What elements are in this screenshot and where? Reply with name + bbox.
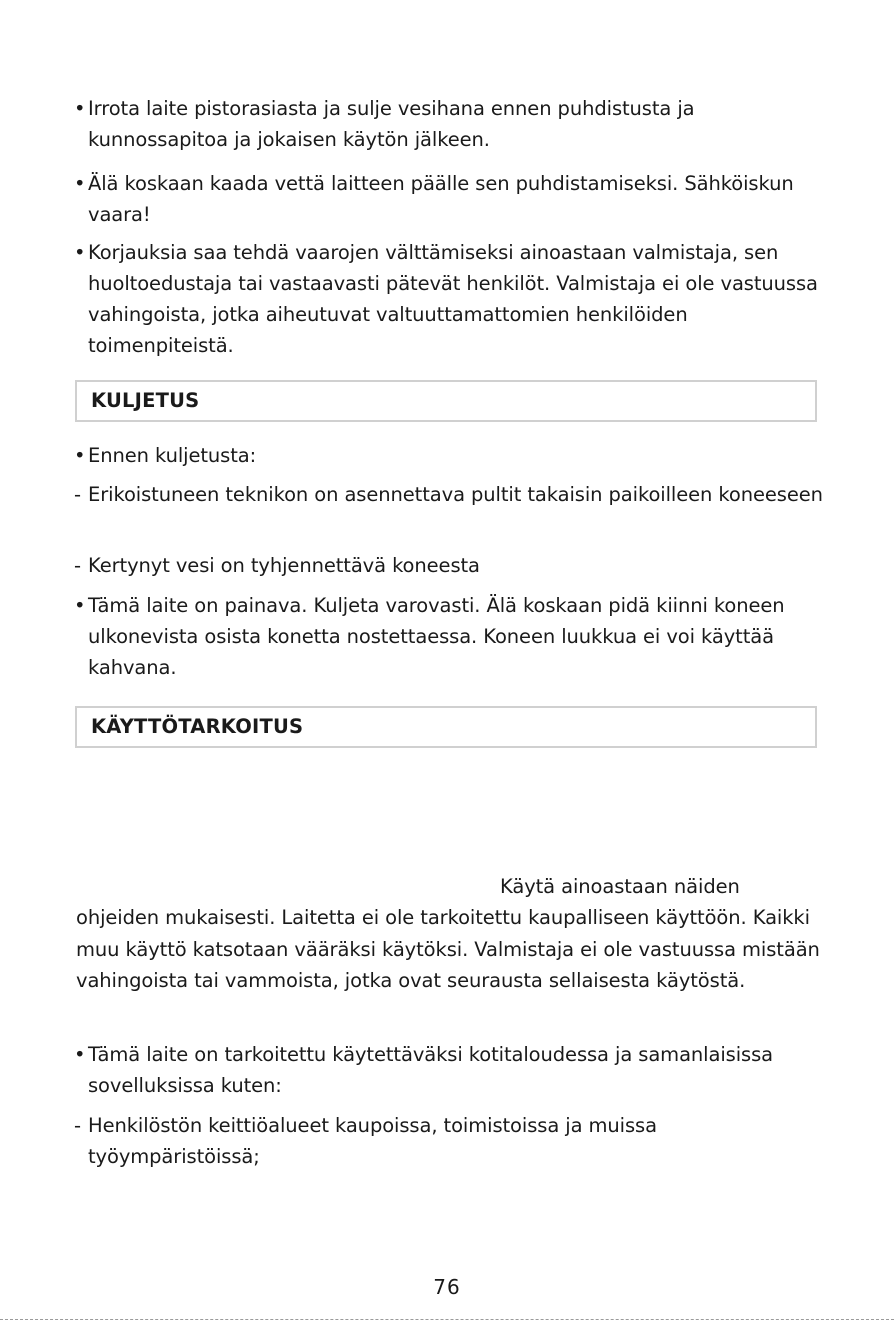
bottom-divider	[0, 1319, 894, 1320]
section-heading-transport: KULJETUS	[75, 380, 817, 422]
transport-item-drain	[74, 550, 824, 581]
intended-use-item-text: Henkilöstön keittiöalueet kaupoissa, toimistoissa ja muissa työympäristöissä;	[88, 1114, 657, 1168]
safety-item-text: Älä koskaan kaada vettä laitteen päälle sen puhdistamiseksi. Sähköiskun vaara!	[88, 172, 794, 226]
bullet-marker: •	[74, 1043, 86, 1066]
bullet-marker: •	[74, 594, 86, 617]
intended-use-item-text: Tämä laite on tarkoitettu käytettäväksi kotitaloudessa ja samanlaisissa sovelluksissa kuten:	[88, 1043, 774, 1097]
transport-item-text: Tämä laite on painava. Kuljeta varovasti. Älä koskaan pidä kiinni koneen ulkonevista osista konetta nostettaessa. Koneen luukkua ei voi käyttää kahvana.	[88, 594, 785, 679]
dash-marker: -	[74, 1114, 81, 1137]
transport-item-heavy	[74, 590, 824, 683]
safety-item-text: Irrota laite pistorasiasta ja sulje vesihana ennen puhdistusta ja kunnossapitoa ja jokaisen käytön jälkeen.	[88, 97, 695, 151]
intended-use-paragraph: ohjeiden mukaisesti. Laitetta ei ole tarkoitettu kaupalliseen käyttöön. Kaikki muu käyttö katsotaan vääräksi käytöksi. Valmistaja ei ole vastuussa mistään vahingoista tai vammoista, jotka ovat seurausta sellaisesta käytöstä.	[76, 906, 820, 992]
safety-item-no-water	[74, 168, 824, 230]
intended-use-item-household	[74, 1039, 824, 1101]
dash-marker: -	[74, 554, 81, 577]
dash-marker: -	[74, 483, 81, 506]
bullet-marker: •	[74, 444, 86, 467]
bullet-marker: •	[74, 241, 86, 264]
transport-item-text: Ennen kuljetusta:	[88, 444, 257, 467]
transport-item-text: Kertynyt vesi on tyhjennettävä koneesta	[88, 554, 480, 577]
transport-item-text: Erikoistuneen teknikon on asennettava pultit takaisin paikoilleen koneeseen	[88, 483, 823, 506]
intended-use-first-line: Käytä ainoastaan näiden	[500, 875, 740, 898]
section-heading-intended-use: KÄYTTÖTARKOITUS	[75, 706, 817, 748]
safety-item-repairs	[74, 237, 824, 361]
transport-item-bolts	[74, 479, 824, 510]
safety-item-text: Korjauksia saa tehdä vaarojen välttämiseksi ainoastaan valmistaja, sen huoltoedustaja tai vastaavasti pätevät henkilöt. Valmistaja ei ole vastuussa vahingoista, jotka aiheutuvat valtuuttamattomien henkilöiden toimenpiteistä.	[88, 241, 818, 357]
bullet-marker: •	[74, 97, 86, 120]
intended-use-item-staff-kitchens	[74, 1110, 824, 1172]
bullet-marker: •	[74, 172, 86, 195]
safety-item-unplug	[74, 93, 824, 155]
page-number: 76	[433, 1275, 461, 1299]
transport-item-before	[74, 440, 824, 471]
